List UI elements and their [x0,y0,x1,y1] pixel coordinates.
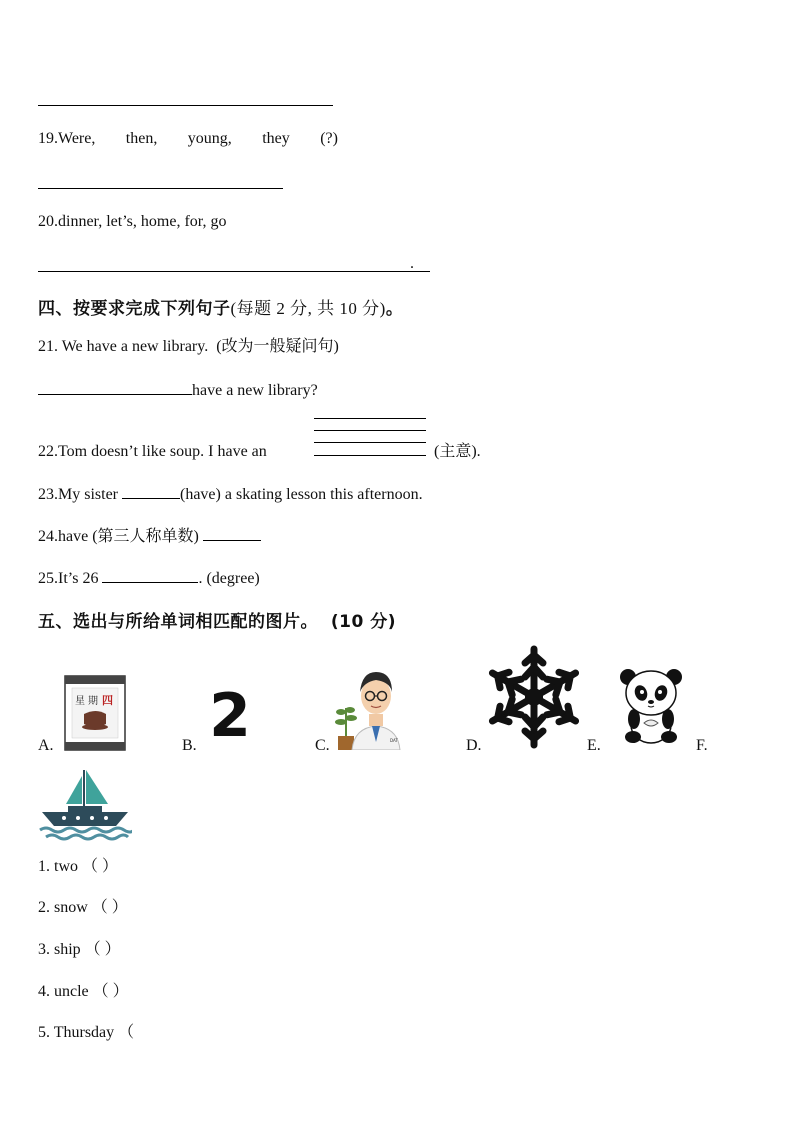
q22-question: 22.Tom doesn’t like soup. I have an [38,443,267,460]
q23-blank[interactable] [122,482,180,499]
q19-word: young, [187,130,232,147]
answer-parentheses[interactable]: （ ） [82,858,119,875]
answer-parentheses[interactable]: （ [118,1024,135,1041]
calendar-char: 期 [88,696,98,707]
q22-blank-line-2[interactable] [314,430,426,431]
doctor-man-icon [330,666,412,750]
q19-question [38,129,338,149]
q24-question: 24.have (第三人称单数) [38,524,261,547]
q19-word: then, [125,130,158,147]
q19-word: they [262,130,290,147]
answer-parentheses[interactable]: （ ） [91,899,128,916]
q19-word: (?) [320,130,338,147]
sailboat-ship-icon [38,766,132,842]
q22-blank-line-3[interactable] [314,442,426,443]
two-glyph: 2 [209,684,251,742]
matching-item: 5. Thursday （ [38,1024,135,1041]
q21-question: 21. We have a new library. (改为一般疑问句) [38,338,339,355]
option-label-d: D. [466,737,482,754]
q25-blank[interactable] [102,566,198,583]
doctor-badge: DAT [390,738,398,743]
q21-blank[interactable] [38,378,192,395]
panda-icon [618,667,684,745]
matching-item: 4. uncle （ ） [38,983,129,1000]
calendar-thursday-icon [62,672,128,752]
q20-end-mark: . [410,255,414,272]
q19-answer-line[interactable] [38,188,283,189]
answer-parentheses[interactable]: （ ） [84,941,121,958]
q21-answer: have a new library? [38,378,318,401]
q22-hint: (主意). [434,443,481,460]
option-label-f: F. [696,737,708,754]
q22-blank-line-1[interactable] [314,418,426,419]
q23-question: 23.My sister (have) a skating lesson this afternoon. [38,482,423,505]
section5-heading: 五、选出与所给单词相匹配的图片。 (10 分) [38,612,396,632]
snowflake-icon [486,643,582,751]
matching-item: 3. ship （ ） [38,941,121,958]
calendar-char: 四 [102,694,113,707]
matching-item: 2. snow （ ） [38,899,128,916]
option-label-b: B. [182,737,197,754]
option-label-c: C. [315,737,330,754]
matching-item: 1. two （ ） [38,858,119,875]
q20-question: 20.dinner, let’s, home, for, go [38,213,227,230]
option-label-e: E. [587,737,601,754]
q18-answer-line[interactable] [38,105,333,106]
section4-heading: 四、按要求完成下列句子(每题 2 分, 共 10 分)。 [38,299,404,319]
calendar-char: 星 [75,696,85,707]
q24-blank[interactable] [203,524,261,541]
option-label-a: A. [38,737,54,754]
number-two-icon [204,684,256,742]
q22-blank-line-4[interactable] [314,455,426,456]
q20-answer-line[interactable] [38,271,430,272]
q25-question: 25.It’s 26 . (degree) [38,566,260,589]
answer-parentheses[interactable]: （ ） [92,983,129,1000]
q19-word: 19.Were, [38,130,96,147]
